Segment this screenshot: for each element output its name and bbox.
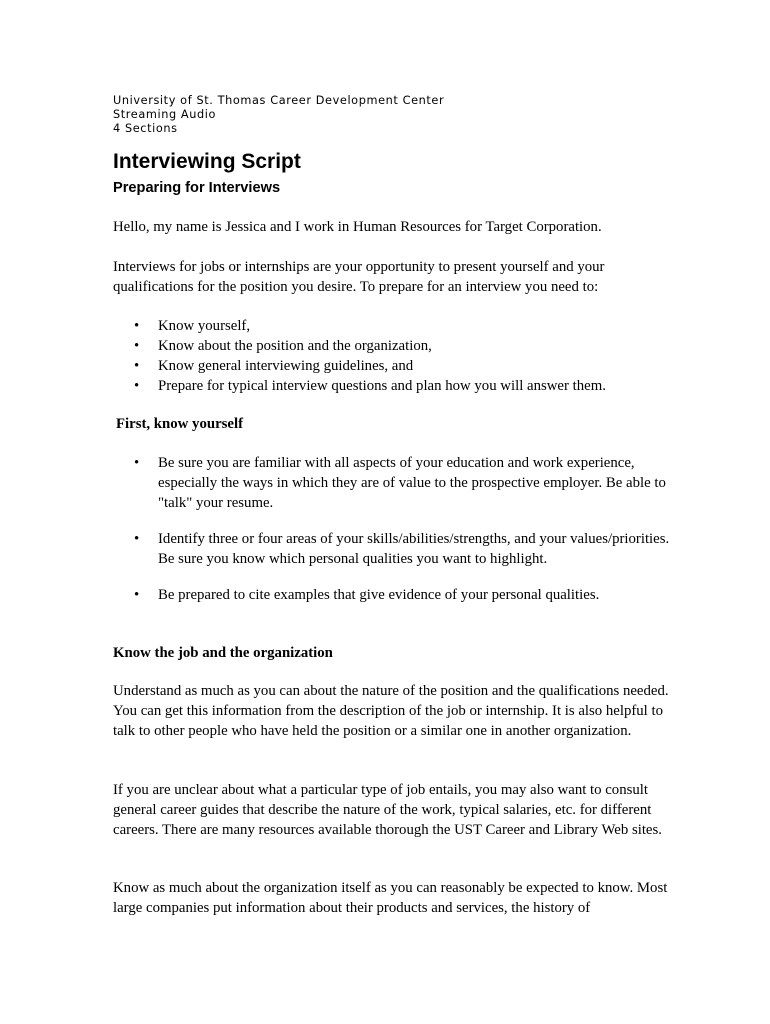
section-heading-know-job: Know the job and the organization <box>113 645 333 661</box>
list-item: • Know about the position and the organization, <box>113 336 673 356</box>
prepare-list <box>113 316 673 396</box>
list-item: • Prepare for typical interview questions and plan how you will answer them. <box>113 376 673 396</box>
document-header <box>113 94 444 136</box>
list-item: • Identify three or four areas of your skills/abilities/strengths, and your values/priorities. Be sure you know which personal qualities you want to highlight. <box>113 529 673 569</box>
interviews-paragraph: Interviews for jobs or internships are your opportunity to present yourself and your qualifications for the position you desire. To prepare for an interview you need to: <box>113 259 605 295</box>
header-media-type: Streaming Audio <box>113 108 217 121</box>
intro-paragraph: Hello, my name is Jessica and I work in Human Resources for Target Corporation. <box>113 219 602 235</box>
list-item: • Know yourself, <box>113 316 673 336</box>
know-job-paragraph-2: If you are unclear about what a particular type of job entails, you may also want to consult general career guides that describe the nature of the work, typical salaries, etc. for different careers. There are many resources available thorough the UST Career and Library Web sites. <box>113 782 662 838</box>
section-heading-know-yourself: First, know yourself <box>116 416 244 432</box>
list-item: • Know general interviewing guidelines, and <box>113 356 673 376</box>
know-job-paragraph-3: Know as much about the organization itself as you can reasonably be expected to know. Most large companies put information about their products and services, the history of <box>113 880 668 916</box>
header-section-count: 4 Sections <box>113 122 178 135</box>
document-title: Interviewing Script <box>113 150 301 173</box>
list-item: • Be prepared to cite examples that give evidence of your personal qualities. <box>113 585 673 605</box>
document-subtitle: Preparing for Interviews <box>113 180 281 196</box>
know-yourself-list <box>113 453 673 605</box>
header-organization: University of St. Thomas Career Development Center <box>113 94 445 107</box>
list-item: • Be sure you are familiar with all aspects of your education and work experience, especially the ways in which they are of value to the prospective employer. Be able to "talk" your resume. <box>113 453 673 513</box>
know-job-paragraph-1: Understand as much as you can about the nature of the position and the qualifications needed. You can get this information from the description of the job or internship. It is also helpful to talk to other people who have held the position or a similar one in another organization. <box>113 683 669 739</box>
